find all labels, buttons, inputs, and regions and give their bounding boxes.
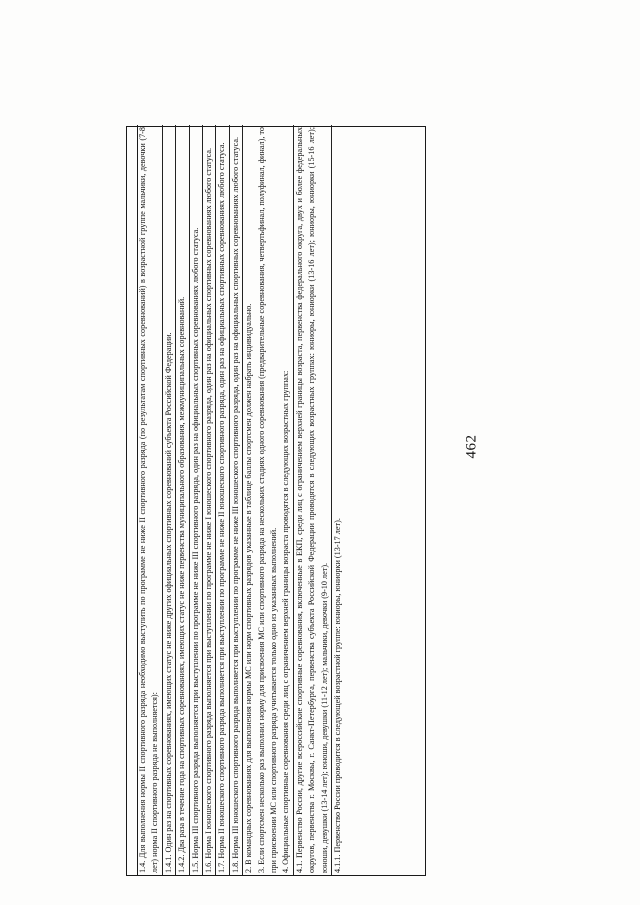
clause-1-7: 1.7. Норма II юношеского спортивного разряда выполняется при выступлении по программе не ниже II юношеского спортивного разряда, один раз на официальных спортивных соревнованиях любого статуса.	[216, 125, 229, 875]
clause-4-1-1: 4.1.1. Первенство России проводится в следующей возрастной группе: юниоры, юниорки (13-17 лет).	[333, 518, 343, 873]
clause-1-5: 1.5. Норма III спортивного разряда выполняется при выступлении по программе не ниже III спортивного разряда, один раз на официальных спортивных соревнованиях любого статуса.	[190, 125, 203, 875]
clause-list	[137, 125, 425, 875]
clause-4-1: 4.1. Первенство России, другие всероссийские спортивные соревнования, включенные в ЕКП, среди лиц с ограничением верхней границы возраста, первенства федерального округа, двух и более федеральных округов, первенства г. Москвы, г. Санкт-Петербурга, первенства субъекта Российской Федерации проводятся в следующих возрастных группах: юниоры, юниорки (13-16 лет); юниоры, юниорки (15-16 лет); юноши, девушки (13-14 лет); юноши, девушки (11-12 лет); мальчики, девочки (9-10 лет).	[294, 125, 332, 875]
clause-1-4: 1.4. Для выполнения нормы II спортивного разряда необходимо выступить по программе не ниже II спортивного разряда (по результатам спортивных соревнований) в возрастной группе мальчики, девочки (7-8 лет) норма II спортивного разряда не выполняется):	[137, 125, 163, 875]
clause-1-4-2: 1.4.2. Два раза в течение года на спортивных соревнованиях, имеющих статус не ниже первенства муниципального образования, межмуниципальных соревнований.	[176, 125, 189, 875]
clause-1-4-1: 1.4.1. Один раз на спортивных соревнованиях, имеющих статус не ниже других официальных спортивных соревнований субъекта Российской Федерации.	[163, 125, 176, 875]
clause-3: 3. Если спортсмен несколько раз выполнил норму для присвоения МС или спортивного разряда на нескольких стадиях одного соревнования (предварительные соревнования, четвертьфинал, полуфинал, финал), то при присвоении МС или спортивного разряда учитывается только одно из указанных выполнений.	[256, 127, 279, 873]
clause-1-8: 1.8. Норма III юношеского спортивного разряда выполняется при выступлении по программе не ниже III юношеского спортивного разряда, один раз на официальных спортивных соревнованиях любого статуса.	[230, 125, 243, 875]
clause-4: 4. Официальные спортивные соревнования среди лиц с ограничением верхней границы возраста проводятся в следующих возрастных группах:	[280, 125, 293, 875]
clause-2: 2. В командных соревнованиях для выполнения нормы МС или норм спортивных разрядов указанные в таблице баллы спортсмен должен набрать индивидуально.	[244, 303, 254, 873]
rules-table	[126, 126, 426, 876]
page-number: 462	[463, 434, 480, 459]
clause-1-6: 1.6. Норма I юношеского спортивного разряда выполняется при выступлении по программе не ниже I юношеского спортивного разряда, один раз на официальных спортивных соревнованиях любого статуса.	[203, 125, 216, 875]
